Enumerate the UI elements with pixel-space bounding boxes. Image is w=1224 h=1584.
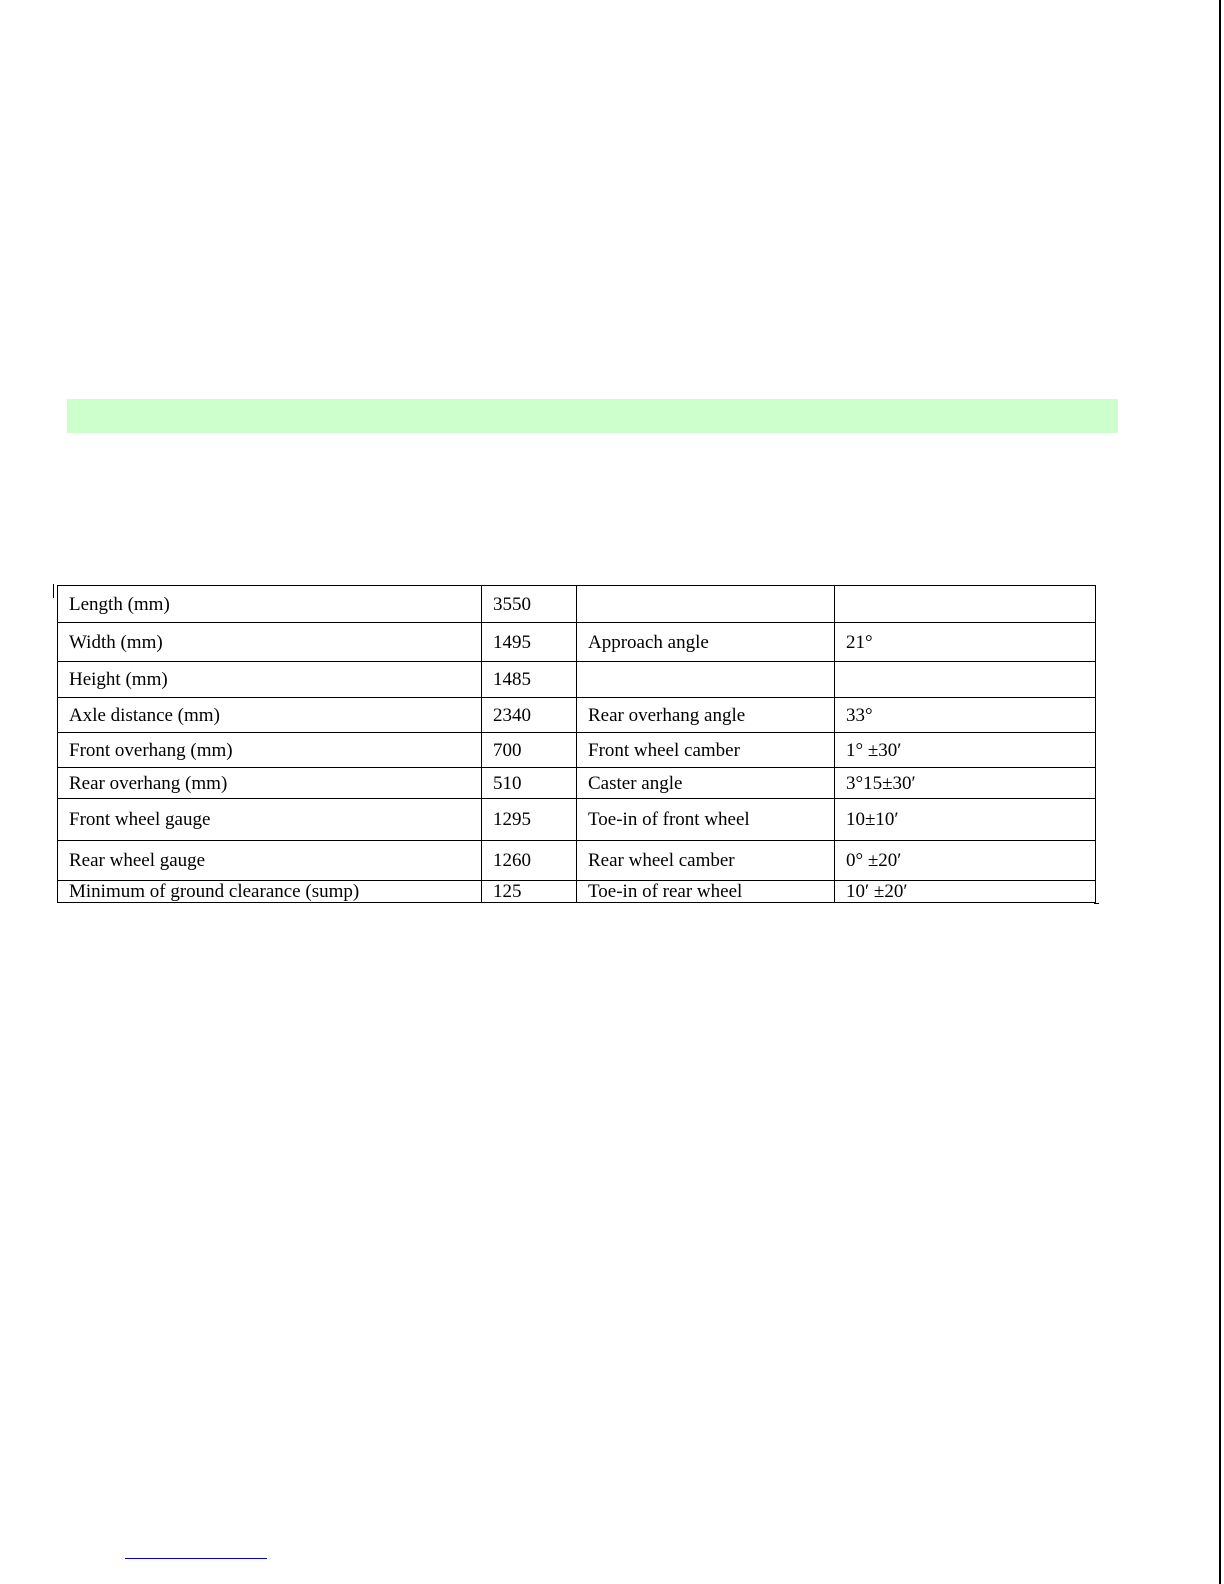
value-cell: 2340 (482, 698, 577, 733)
value-cell: 1485 (482, 662, 577, 698)
value-cell: 21° (835, 623, 1096, 662)
table-corner-mark-left (53, 584, 54, 598)
footer-link-underline (125, 1558, 267, 1559)
param-cell: Width (mm) (58, 623, 482, 662)
table-row (58, 881, 1096, 903)
table-corner-mark-right (1094, 903, 1099, 904)
param-cell (577, 662, 835, 698)
param-cell: Minimum of ground clearance (sump) (58, 881, 482, 903)
param-cell: Toe-in of front wheel (577, 799, 835, 841)
value-cell: 125 (482, 881, 577, 903)
vehicle-specifications-table (57, 585, 1096, 903)
value-cell: 1495 (482, 623, 577, 662)
value-cell (835, 586, 1096, 623)
page-edge-rule (1219, 0, 1221, 1584)
param-cell: Front overhang (mm) (58, 733, 482, 768)
param-cell: Length (mm) (58, 586, 482, 623)
value-cell: 3550 (482, 586, 577, 623)
param-cell: Rear overhang (mm) (58, 768, 482, 799)
table-row (58, 662, 1096, 698)
table-row (58, 841, 1096, 881)
param-cell: Height (mm) (58, 662, 482, 698)
param-cell: Front wheel gauge (58, 799, 482, 841)
param-cell: Rear wheel gauge (58, 841, 482, 881)
table-row (58, 586, 1096, 623)
table-row (58, 799, 1096, 841)
value-cell (835, 662, 1096, 698)
value-cell: 10′ ±20′ (835, 881, 1096, 903)
value-cell: 1260 (482, 841, 577, 881)
section-heading-band (67, 399, 1118, 433)
value-cell: 3°15±30′ (835, 768, 1096, 799)
param-cell: Front wheel camber (577, 733, 835, 768)
table-row (58, 623, 1096, 662)
value-cell: 0° ±20′ (835, 841, 1096, 881)
table-row (58, 698, 1096, 733)
table-row (58, 733, 1096, 768)
value-cell: 700 (482, 733, 577, 768)
value-cell: 1° ±30′ (835, 733, 1096, 768)
param-cell: Toe-in of rear wheel (577, 881, 835, 903)
param-cell: Rear overhang angle (577, 698, 835, 733)
value-cell: 510 (482, 768, 577, 799)
value-cell: 1295 (482, 799, 577, 841)
param-cell: Caster angle (577, 768, 835, 799)
value-cell: 33° (835, 698, 1096, 733)
table-row (58, 768, 1096, 799)
param-cell: Rear wheel camber (577, 841, 835, 881)
param-cell: Approach angle (577, 623, 835, 662)
param-cell: Axle distance (mm) (58, 698, 482, 733)
value-cell: 10±10′ (835, 799, 1096, 841)
param-cell (577, 586, 835, 623)
